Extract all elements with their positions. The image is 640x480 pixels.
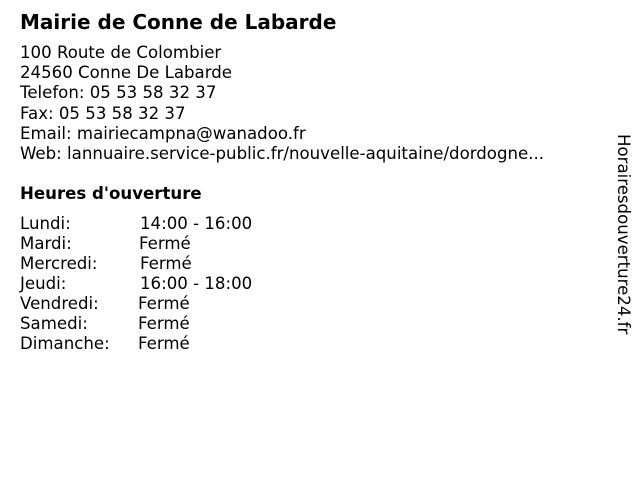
time-value: Fermé — [138, 294, 190, 313]
day-label: Lundi: — [20, 214, 71, 233]
web-link[interactable]: Web: lannuaire.service-public.fr/nouvelle-aquitaine/dordogne... — [20, 144, 545, 164]
day-label: Samedi: — [20, 314, 88, 333]
day-label: Mardi: — [20, 234, 72, 253]
hours-row — [20, 274, 280, 294]
time-value: 14:00 - 16:00 — [140, 214, 253, 233]
hours-row — [20, 214, 280, 234]
address-city: 24560 Conne De Labarde — [20, 63, 232, 83]
hours-row — [20, 314, 280, 334]
time-value: Fermé — [138, 314, 190, 333]
time-value: 16:00 - 18:00 — [140, 274, 253, 293]
time-value: Fermé — [139, 234, 191, 253]
time-value: Fermé — [138, 334, 190, 353]
contact-info — [20, 43, 544, 164]
email-line[interactable]: Email: mairiecampna@wanadoo.fr — [20, 123, 306, 143]
fax-line: Fax: 05 53 58 32 37 — [20, 103, 186, 123]
day-label: Dimanche: — [20, 334, 110, 353]
time-value: Fermé — [140, 254, 192, 273]
address-street: 100 Route de Colombier — [20, 43, 222, 62]
hours-table — [20, 214, 280, 354]
hours-row — [20, 254, 280, 274]
telefon-line: Telefon: 05 53 58 32 37 — [20, 83, 217, 103]
day-label: Vendredi: — [20, 294, 99, 313]
site-brand: Horairesdouverture24.fr — [614, 134, 633, 335]
day-label: Mercredi: — [20, 254, 98, 273]
hours-row — [20, 334, 280, 354]
page-title: Mairie de Conne de Labarde — [20, 10, 337, 34]
day-label: Jeudi: — [20, 274, 67, 293]
hours-row — [20, 294, 280, 314]
hours-row — [20, 234, 280, 254]
hours-heading: Heures d'ouverture — [20, 184, 202, 203]
